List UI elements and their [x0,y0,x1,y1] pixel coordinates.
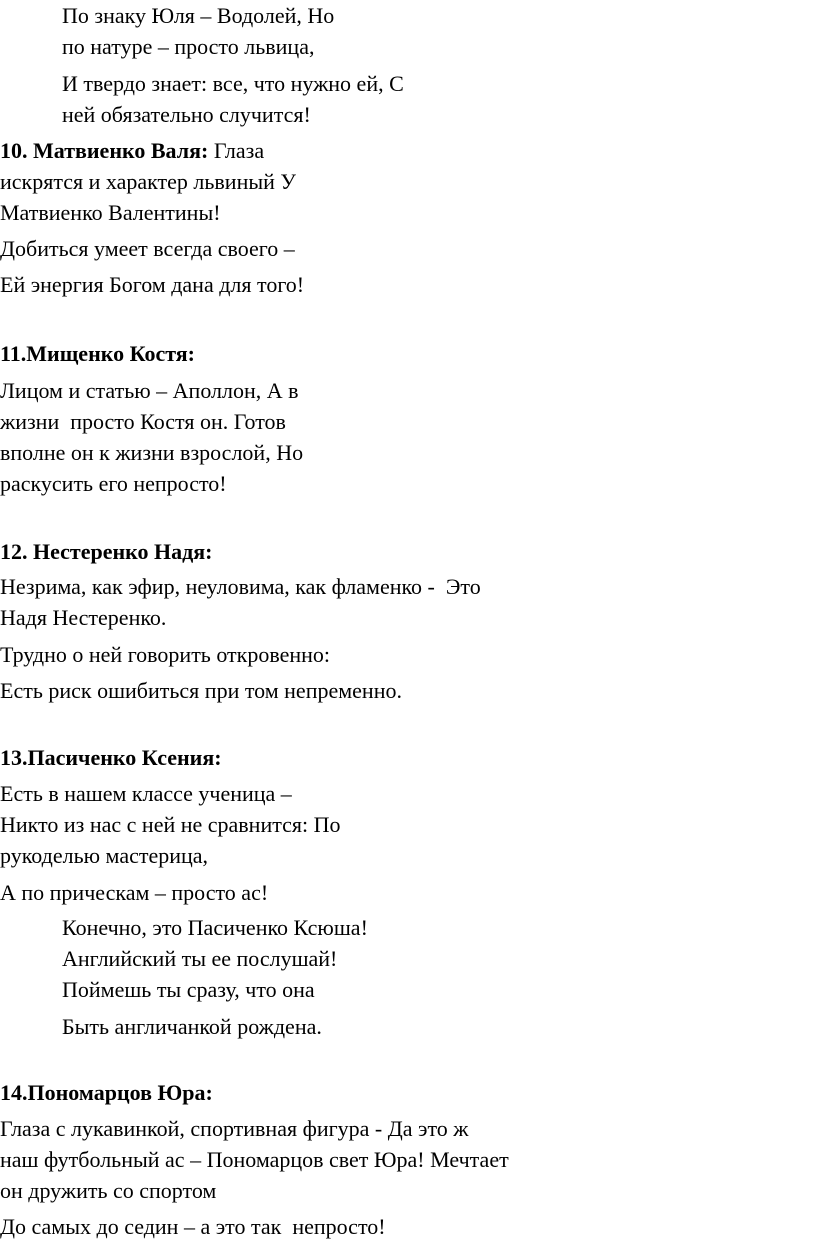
poem-line: Трудно о ней говорить откровенно: [0,642,331,667]
poem-line: Добиться умеет всегда своего – [0,236,295,261]
entry-heading: 13.Пасиченко Ксения: [0,745,222,770]
poem-line: жизни просто Костя он. Готов [0,409,286,434]
poem-line: он дружить со спортом [0,1178,217,1203]
poem-line: рукоделью мастерица, [0,843,209,868]
poem-line: Есть в нашем классе ученица – [0,781,292,806]
entry-heading: 10. Матвиенко Валя: [0,138,209,163]
poem-line: Английский ты ее послушай! [62,946,338,971]
entry-heading: 12. Нестеренко Надя: [0,539,213,564]
poem-line: По знаку Юля – Водолей, Но [62,3,335,28]
entry-heading: 14.Пономарцов Юра: [0,1080,213,1105]
poem-line: Лицом и статью – Аполлон, А в [0,378,299,403]
poem-line: А по прическам – просто ас! [0,880,269,905]
poem-line: Незрима, как эфир, неуловима, как фламенко - Это [0,574,481,599]
poem-line: Глаза с лукавинкой, спортивная фигура - Да это ж [0,1116,469,1141]
poem-line: И твердо знает: все, что нужно ей, С [62,71,404,96]
poem-line: вполне он к жизни взрослой, Но [0,440,304,465]
poem-line: наш футбольный ас – Пономарцов свет Юра! Мечтает [0,1147,509,1172]
poem-line: раскусить его непросто! [0,471,227,496]
poem-line-fragment: Глаза [208,138,265,163]
poem-line: Быть англичанкой рождена. [62,1014,322,1039]
poem-line: Никто из нас с ней не сравнится: По [0,812,341,837]
poem-line: Надя Нестеренко. [0,605,167,630]
poem-line: по натуре – просто львица, [62,34,315,59]
poem-line: ней обязательно случится! [62,102,311,127]
entry-heading: 11.Мищенко Костя: [0,341,195,366]
poem-line: Ей энергия Богом дана для того! [0,272,305,297]
poem-line: Матвиенко Валентины! [0,200,221,225]
poem-line: До самых до седин – а это так непросто! [0,1214,386,1239]
entry-heading-line [0,137,264,165]
poem-line: Конечно, это Пасиченко Ксюша! [62,915,368,940]
poem-line: Поймешь ты сразу, что она [62,977,315,1002]
poem-line: искрятся и характер львиный У [0,169,296,194]
poem-line: Есть риск ошибиться при том непременно. [0,678,402,703]
